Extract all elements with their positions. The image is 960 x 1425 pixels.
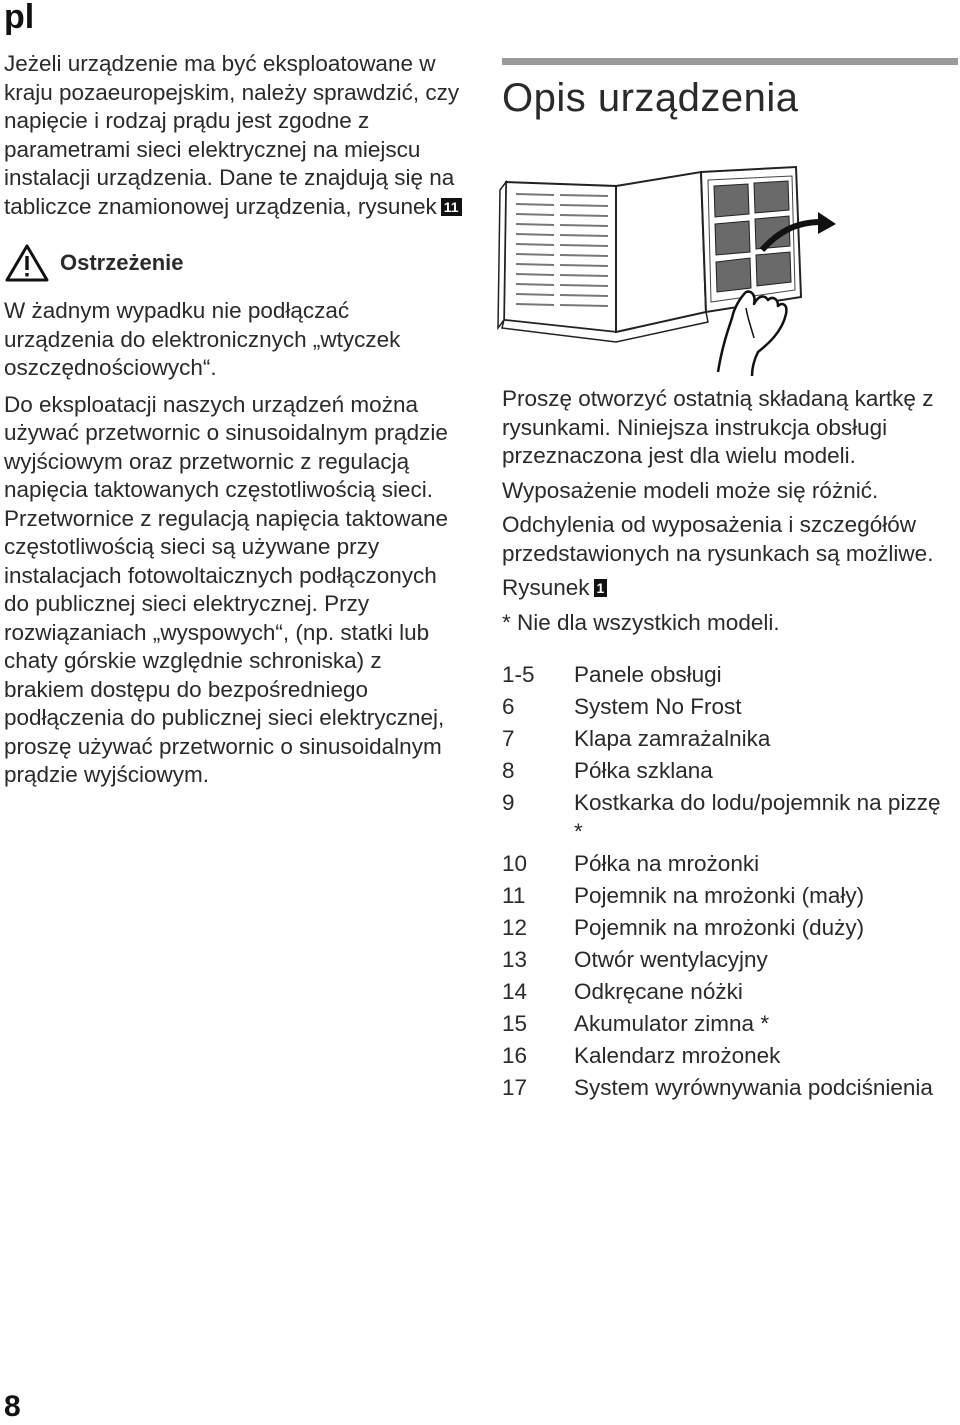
body-paragraph: Do eksploatacji naszych urządzeń można używać przetwornic o sinusoidalnym prądzie wyjściowym oraz przetwornic z regulacją napięcia taktowanych częstotliwością sieci. Przetwornice z regulacją napięcia taktowane częstotliwością sieci są używane przy instalacjach fotowoltaicznych podłączonych do publicznej sieci elektrycznej. Przy rozwiązaniach „wyspowych“, (np. statki lub chaty górskie względnie schroniska) z brakiem dostępu do bezpośredniego podłączenia do publicznej sieci elektrycznej, proszę używać przetwornic o sinusoidalnym prądzie wyjściowym.: [4, 391, 448, 787]
warning-triangle-icon: [4, 243, 50, 283]
figure-ref-badge: 1: [594, 579, 608, 597]
legend-number: 6: [502, 694, 515, 719]
legend-row: [502, 789, 952, 846]
legend-row: [502, 978, 952, 1007]
legend-row: [502, 914, 952, 943]
legend-text: Otwór wentylacyjny: [574, 946, 768, 972]
figure-reference: [502, 574, 952, 603]
legend-number: 8: [502, 758, 515, 783]
legend-number: 9: [502, 790, 515, 815]
intro-text: Jeżeli urządzenie ma być eksploatowane w kraju pozaeuropejskim, należy sprawdzić, czy napięcie i rodzaj prądu jest zgodne z parametrami sieci elektrycznej na miejscu instalacji urządzenia. Dane te znajdują się na tabliczce znamionowej urządzenia, rysunek: [4, 51, 460, 219]
legend-text: Pojemnik na mrożonki (mały): [574, 882, 865, 908]
legend-number: 14: [502, 978, 528, 1004]
legend-number: 7: [502, 726, 515, 751]
legend-row: [502, 661, 952, 690]
figure-ref-badge: 11: [441, 198, 462, 216]
legend-text: Półka szklana: [574, 758, 713, 783]
legend-text: Panele obsługi: [574, 662, 722, 687]
legend-row: [502, 1074, 952, 1103]
left-column: [4, 50, 464, 796]
figure-label: Rysunek: [502, 575, 590, 600]
page-number: 8: [4, 1390, 21, 1423]
warning-title: Ostrzeżenie: [60, 249, 184, 275]
legend-number: 16: [502, 1042, 528, 1068]
manual-foldout-illustration: [496, 162, 846, 380]
legend-number: 15: [502, 1010, 528, 1036]
parts-legend: [502, 661, 952, 1102]
intro-paragraph: [4, 50, 464, 221]
legend-row: [502, 850, 952, 879]
legend-row: [502, 882, 952, 911]
intro-paragraph-right: Proszę otworzyć ostatnią składaną kartkę z rysunkami. Niniejsza instrukcja obsługi przeznaczona jest dla wielu modeli.: [502, 386, 934, 468]
legend-text: Pojemnik na mrożonki (duży): [574, 914, 865, 940]
legend-row: [502, 1010, 952, 1039]
legend-text: Klapa zamrażalnika: [574, 726, 771, 751]
legend-row: [502, 693, 952, 722]
legend-number: 10: [502, 850, 528, 876]
language-code: pl: [4, 0, 35, 36]
legend-text: Akumulator zimna *: [574, 1010, 770, 1036]
legend-row: [502, 1042, 952, 1071]
legend-text: Kostkarka do lodu/pojemnik na pizzę *: [574, 790, 941, 844]
legend-text: System No Frost: [574, 694, 742, 719]
right-column: [502, 385, 952, 1106]
legend-text: Półka na mrożonki: [574, 850, 760, 876]
legend-text: Kalendarz mrożonek: [574, 1042, 781, 1068]
legend-number: 13: [502, 946, 528, 972]
legend-row: [502, 946, 952, 975]
section-title: Opis urządzenia: [502, 76, 799, 120]
legend-text: Odkręcane nóżki: [574, 978, 743, 1004]
legend-number: 17: [502, 1074, 528, 1100]
legend-row: [502, 757, 952, 786]
warning-header: [4, 243, 464, 283]
legend-number: 11: [502, 882, 526, 908]
models-note: * Nie dla wszystkich modeli.: [502, 609, 780, 635]
warning-text: W żadnym wypadku nie podłączać urządzenia do elektronicznych „wtyczek oszczędnościowych“.: [4, 298, 401, 380]
section-rule: [502, 58, 958, 65]
legend-number: 12: [502, 914, 528, 940]
equipment-note: Wyposażenie modeli może się różnić.: [502, 477, 879, 503]
legend-number: 1-5: [502, 662, 535, 687]
deviation-note: Odchylenia od wyposażenia i szczegółów przedstawionych na rysunkach są możliwe.: [502, 512, 934, 566]
legend-text: System wyrównywania podciśnienia: [574, 1074, 933, 1100]
legend-row: [502, 725, 952, 754]
